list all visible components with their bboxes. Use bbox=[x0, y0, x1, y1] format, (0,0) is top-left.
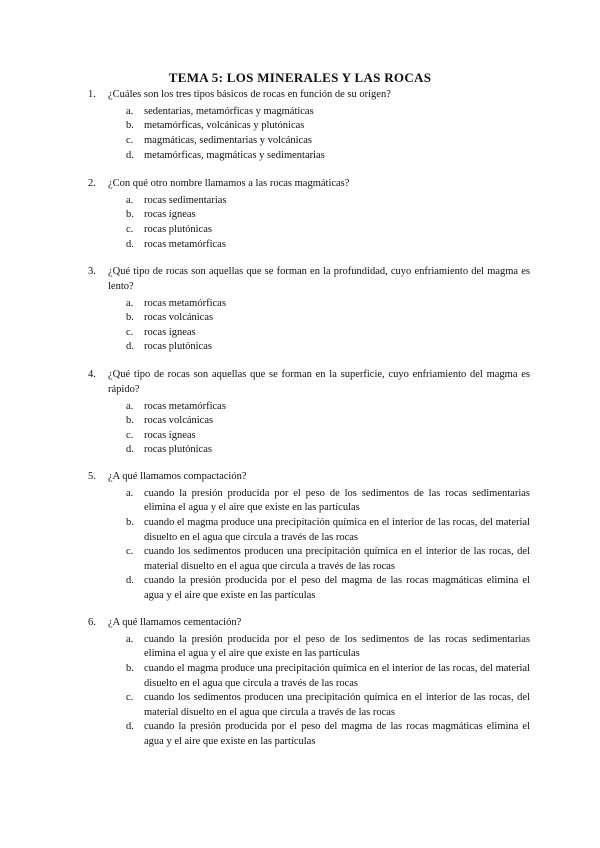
option-text: rocas ígneas bbox=[144, 429, 196, 441]
option-text: rocas sedimentarias bbox=[144, 194, 227, 206]
option-text: cuando la presión producida por el peso del magma de las rocas magmáticas elimina el agua y el aire que existe en las partículas bbox=[144, 575, 530, 601]
option-letter: c. bbox=[126, 429, 134, 441]
option-text: rocas metamórficas bbox=[144, 238, 226, 250]
option-letter: c. bbox=[126, 326, 134, 338]
question-4 bbox=[88, 368, 530, 458]
option-a bbox=[92, 400, 530, 415]
option-letter: a. bbox=[126, 297, 134, 309]
option-letter: c. bbox=[126, 692, 134, 704]
option-c bbox=[92, 223, 530, 238]
option-b bbox=[92, 311, 530, 326]
question-2-header bbox=[88, 177, 530, 192]
option-text: cuando los sedimentos producen una precipitación química en el interior de las rocas, del material disuelto en el agua que circula a través de las rocas bbox=[144, 546, 530, 572]
option-a bbox=[92, 297, 530, 312]
option-text: cuando los sedimentos producen una precipitación química en el interior de las rocas, del material disuelto en el agua que circula a través de las rocas bbox=[144, 692, 530, 718]
option-letter: b. bbox=[126, 120, 134, 132]
option-a bbox=[92, 633, 530, 662]
option-text: rocas ígneas bbox=[144, 326, 196, 338]
question-text: ¿Con qué otro nombre llamamos a las rocas magmáticas? bbox=[108, 178, 350, 189]
options-list bbox=[92, 400, 530, 458]
options-list bbox=[92, 194, 530, 252]
option-letter: d. bbox=[126, 721, 134, 733]
question-text: ¿Qué tipo de rocas son aquellas que se forman en la superficie, cuyo enfriamiento del magma es rápido? bbox=[108, 369, 530, 395]
option-b bbox=[92, 208, 530, 223]
option-letter: a. bbox=[126, 194, 134, 206]
option-letter: a. bbox=[126, 105, 134, 117]
question-text: ¿A qué llamamos cementación? bbox=[108, 617, 242, 628]
option-c bbox=[92, 134, 530, 149]
option-a bbox=[92, 105, 530, 120]
option-letter: c. bbox=[126, 223, 134, 235]
option-c bbox=[92, 545, 530, 574]
option-d bbox=[92, 574, 530, 603]
question-4-header bbox=[88, 368, 530, 398]
question-6-header bbox=[88, 616, 530, 631]
option-text: cuando la presión producida por el peso del magma de las rocas magmáticas elimina el agua y el aire que existe en las partículas bbox=[144, 721, 530, 747]
question-number: 6. bbox=[88, 617, 96, 628]
question-number: 2. bbox=[88, 178, 96, 189]
option-text: rocas metamórficas bbox=[144, 400, 226, 412]
option-text: sedentarias, metamórficas y magmáticas bbox=[144, 105, 314, 117]
question-text: ¿A qué llamamos compactación? bbox=[108, 471, 247, 482]
option-b bbox=[92, 414, 530, 429]
option-text: cuando la presión producida por el peso de los sedimentos de las rocas sedimentarias elimina el agua y el aire que existe en las partículas bbox=[144, 633, 530, 660]
option-letter: d. bbox=[126, 238, 134, 250]
option-text: rocas metamórficas bbox=[144, 297, 226, 309]
option-letter: b. bbox=[126, 415, 134, 427]
option-letter: c. bbox=[126, 546, 134, 558]
option-text: cuando la presión producida por el peso de los sedimentos de las rocas sedimentarias elimina el agua y el aire que existe en las partículas bbox=[144, 487, 530, 514]
option-text: rocas plutónicas bbox=[144, 444, 212, 456]
question-2 bbox=[88, 177, 530, 252]
option-text: metamórficas, magmáticas y sedimentarias bbox=[144, 149, 325, 161]
question-5 bbox=[88, 470, 530, 604]
question-number: 5. bbox=[88, 471, 96, 482]
option-d bbox=[92, 720, 530, 749]
option-letter: b. bbox=[126, 209, 134, 221]
option-d bbox=[92, 340, 530, 355]
option-text: rocas volcánicas bbox=[144, 415, 214, 427]
page-title: TEMA 5: LOS MINERALES Y LAS ROCAS bbox=[168, 70, 432, 85]
option-letter: d. bbox=[126, 444, 134, 456]
options-list bbox=[92, 633, 530, 750]
question-1-header bbox=[88, 88, 530, 103]
option-letter: b. bbox=[126, 312, 134, 324]
option-text: rocas plutónicas bbox=[144, 341, 212, 353]
options-list bbox=[92, 297, 530, 355]
question-1 bbox=[88, 88, 530, 163]
option-d bbox=[92, 238, 530, 253]
option-c bbox=[92, 429, 530, 444]
option-text: rocas plutónicas bbox=[144, 223, 212, 235]
option-text: rocas ígneas bbox=[144, 209, 196, 221]
question-3 bbox=[88, 265, 530, 355]
option-a bbox=[92, 487, 530, 516]
option-a bbox=[92, 194, 530, 209]
option-letter: d. bbox=[126, 575, 134, 587]
option-d bbox=[92, 149, 530, 164]
option-c bbox=[92, 691, 530, 720]
question-3-header bbox=[88, 265, 530, 295]
question-6 bbox=[88, 616, 530, 750]
option-b bbox=[92, 119, 530, 134]
option-text: metamórficas, volcánicas y plutónicas bbox=[144, 120, 305, 132]
option-letter: b. bbox=[126, 662, 134, 674]
question-text: ¿Qué tipo de rocas son aquellas que se forman en la profundidad, cuyo enfriamiento del magma es lento? bbox=[108, 266, 530, 292]
option-text: cuando el magma produce una precipitación química en el interior de las rocas, del material disuelto en el agua que circula a través de las rocas bbox=[144, 516, 530, 543]
option-d bbox=[92, 443, 530, 458]
question-5-header bbox=[88, 470, 530, 485]
question-number: 4. bbox=[88, 369, 96, 380]
option-letter: a. bbox=[126, 487, 134, 499]
option-letter: b. bbox=[126, 516, 134, 528]
options-list bbox=[92, 105, 530, 163]
option-text: rocas volcánicas bbox=[144, 312, 214, 324]
question-text: ¿Cuáles son los tres tipos básicos de rocas en función de su origen? bbox=[108, 89, 391, 100]
option-text: magmáticas, sedimentarias y volcánicas bbox=[144, 134, 312, 146]
option-letter: c. bbox=[126, 134, 134, 146]
option-text: cuando el magma produce una precipitación química en el interior de las rocas, del material disuelto en el agua que circula a través de las rocas bbox=[144, 662, 530, 689]
option-c bbox=[92, 326, 530, 341]
options-list bbox=[92, 487, 530, 604]
option-b bbox=[92, 662, 530, 691]
option-letter: d. bbox=[126, 149, 134, 161]
question-number: 3. bbox=[88, 266, 96, 277]
option-letter: a. bbox=[126, 633, 134, 645]
question-number: 1. bbox=[88, 89, 96, 100]
option-b bbox=[92, 516, 530, 545]
option-letter: d. bbox=[126, 341, 134, 353]
option-letter: a. bbox=[126, 400, 134, 412]
